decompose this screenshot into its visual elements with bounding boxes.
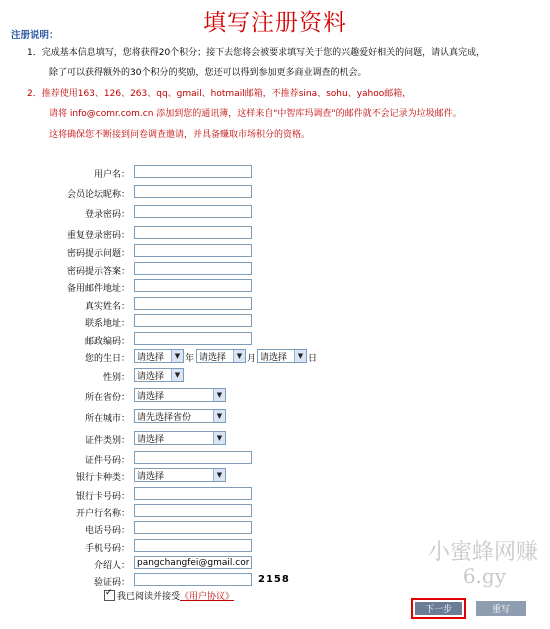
gender-label: 性别： (102, 373, 130, 383)
watermark-line-2: 6.gy (462, 564, 506, 588)
row-zipcode (0, 332, 550, 348)
answer-input[interactable] (134, 262, 252, 275)
password2-label: 重复登录密码： (66, 231, 130, 241)
zipcode-input[interactable] (134, 332, 252, 345)
username-input[interactable] (134, 165, 252, 178)
mobile-label: 手机号码： (84, 544, 130, 554)
question-label: 密码提示问题： (66, 249, 130, 259)
nickname-input[interactable] (134, 185, 252, 198)
bank-number-label: 银行卡号码： (75, 492, 130, 502)
row-password (0, 205, 550, 221)
chevron-down-icon: ▼ (294, 350, 306, 362)
realname-label: 真实姓名： (84, 302, 130, 312)
month-unit: 月 (247, 354, 257, 364)
bank-number-input[interactable] (134, 487, 252, 500)
row-answer (0, 262, 550, 278)
reset-button[interactable]: 重写 (476, 601, 526, 616)
password-label: 登录密码： (84, 210, 130, 220)
address-label: 联系地址： (84, 319, 130, 329)
chevron-down-icon: ▼ (213, 432, 225, 444)
province-select[interactable]: 请选择 ▼ (134, 388, 226, 402)
city-label: 所在城市： (84, 414, 130, 424)
province-label: 所在省份： (84, 393, 130, 403)
row-city (0, 409, 550, 425)
zipcode-label: 邮政编码： (84, 337, 130, 347)
bank-type-select[interactable]: 请选择 ▼ (134, 468, 226, 482)
chevron-down-icon: ▼ (233, 350, 245, 362)
row-question (0, 244, 550, 260)
agree-checkbox[interactable] (104, 590, 115, 601)
row-username (0, 165, 550, 181)
birthday-label: 您的生日： (84, 354, 130, 364)
agree-text: 我已阅读并接受 (117, 592, 181, 602)
row-id-type (0, 431, 550, 447)
watermark-line-1: 小蜜蜂网赚 (427, 540, 538, 565)
password-input[interactable] (134, 205, 252, 218)
row-id-number (0, 451, 550, 467)
gender-select[interactable]: 请选择 ▼ (134, 368, 184, 382)
row-password2 (0, 226, 550, 242)
next-button-label: 下一步 (415, 602, 462, 615)
row-bank-number (0, 487, 550, 503)
user-agreement-link[interactable]: 《用户协议》 (180, 592, 235, 602)
note-2-line-1: 2．推荐使用163、126、263、qq、gmail、hotmail邮箱，不推荐sina、sohu、yahoo邮箱， (27, 89, 412, 99)
realname-input[interactable] (134, 297, 252, 310)
birth-day-select[interactable]: 请选择 ▼ (257, 349, 307, 363)
row-birthday (0, 349, 550, 365)
address-input[interactable] (134, 314, 252, 327)
mobile-input[interactable] (134, 539, 252, 552)
note-2-line-2: 请将 info@comr.com.cn 添加到您的通讯簿，这样来自"中智库玛调查"的邮件就不会记录为垃圾邮件。 (49, 109, 462, 119)
bank-name-input[interactable] (134, 504, 252, 517)
notes-label: 注册说明： (11, 30, 59, 41)
note-1-line-2: 除了可以获得额外的30个积分的奖励，您还可以得到参加更多商业调查的机会。 (49, 68, 367, 78)
chevron-down-icon: ▼ (213, 469, 225, 481)
year-unit: 年 (185, 354, 195, 364)
referrer-label: 介绍人： (93, 561, 130, 571)
username-label: 用户名： (93, 170, 130, 180)
referrer-input[interactable] (134, 556, 252, 569)
captcha-code: 2158 (258, 574, 290, 585)
agree-row (104, 589, 234, 602)
next-button[interactable] (411, 598, 466, 619)
birth-month-select[interactable]: 请选择 ▼ (196, 349, 246, 363)
chevron-down-icon: ▼ (213, 410, 225, 422)
row-province (0, 388, 550, 404)
birth-year-select[interactable]: 请选择 ▼ (134, 349, 184, 363)
backup-email-label: 备用邮件地址： (66, 284, 130, 294)
row-backup-email (0, 279, 550, 295)
backup-email-input[interactable] (134, 279, 252, 292)
page-title: 填写注册资料 (203, 10, 347, 36)
answer-label: 密码提示答案： (66, 267, 130, 277)
id-type-label: 证件类别： (84, 436, 130, 446)
id-type-select[interactable]: 请选择 ▼ (134, 431, 226, 445)
captcha-label: 验证码： (93, 578, 130, 588)
question-input[interactable] (134, 244, 252, 257)
note-2-line-3: 这将确保您不断接到问卷调查邀请，并具备赚取市场积分的资格。 (49, 130, 311, 140)
id-number-input[interactable] (134, 451, 252, 464)
chevron-down-icon: ▼ (213, 389, 225, 401)
row-bank-type (0, 468, 550, 484)
bank-name-label: 开户行名称： (75, 509, 130, 519)
phone-label: 电话号码： (84, 526, 130, 536)
phone-input[interactable] (134, 521, 252, 534)
id-number-label: 证件号码： (84, 456, 130, 466)
chevron-down-icon: ▼ (171, 369, 183, 381)
row-address (0, 314, 550, 330)
row-nickname (0, 185, 550, 201)
chevron-down-icon: ▼ (171, 350, 183, 362)
captcha-input[interactable] (134, 573, 252, 586)
row-gender (0, 368, 550, 384)
note-1-line-1: 1．完成基本信息填写，您将获得20个积分；接下去您将会被要求填写关于您的兴趣爱好相关的问题，请认真完成， (27, 48, 486, 58)
city-select[interactable]: 请先选择省份 ▼ (134, 409, 226, 423)
password2-input[interactable] (134, 226, 252, 239)
nickname-label: 会员论坛昵称： (66, 190, 130, 200)
row-realname (0, 297, 550, 313)
bank-type-label: 银行卡种类： (75, 473, 130, 483)
row-bank-name (0, 504, 550, 520)
day-unit: 日 (308, 354, 318, 364)
